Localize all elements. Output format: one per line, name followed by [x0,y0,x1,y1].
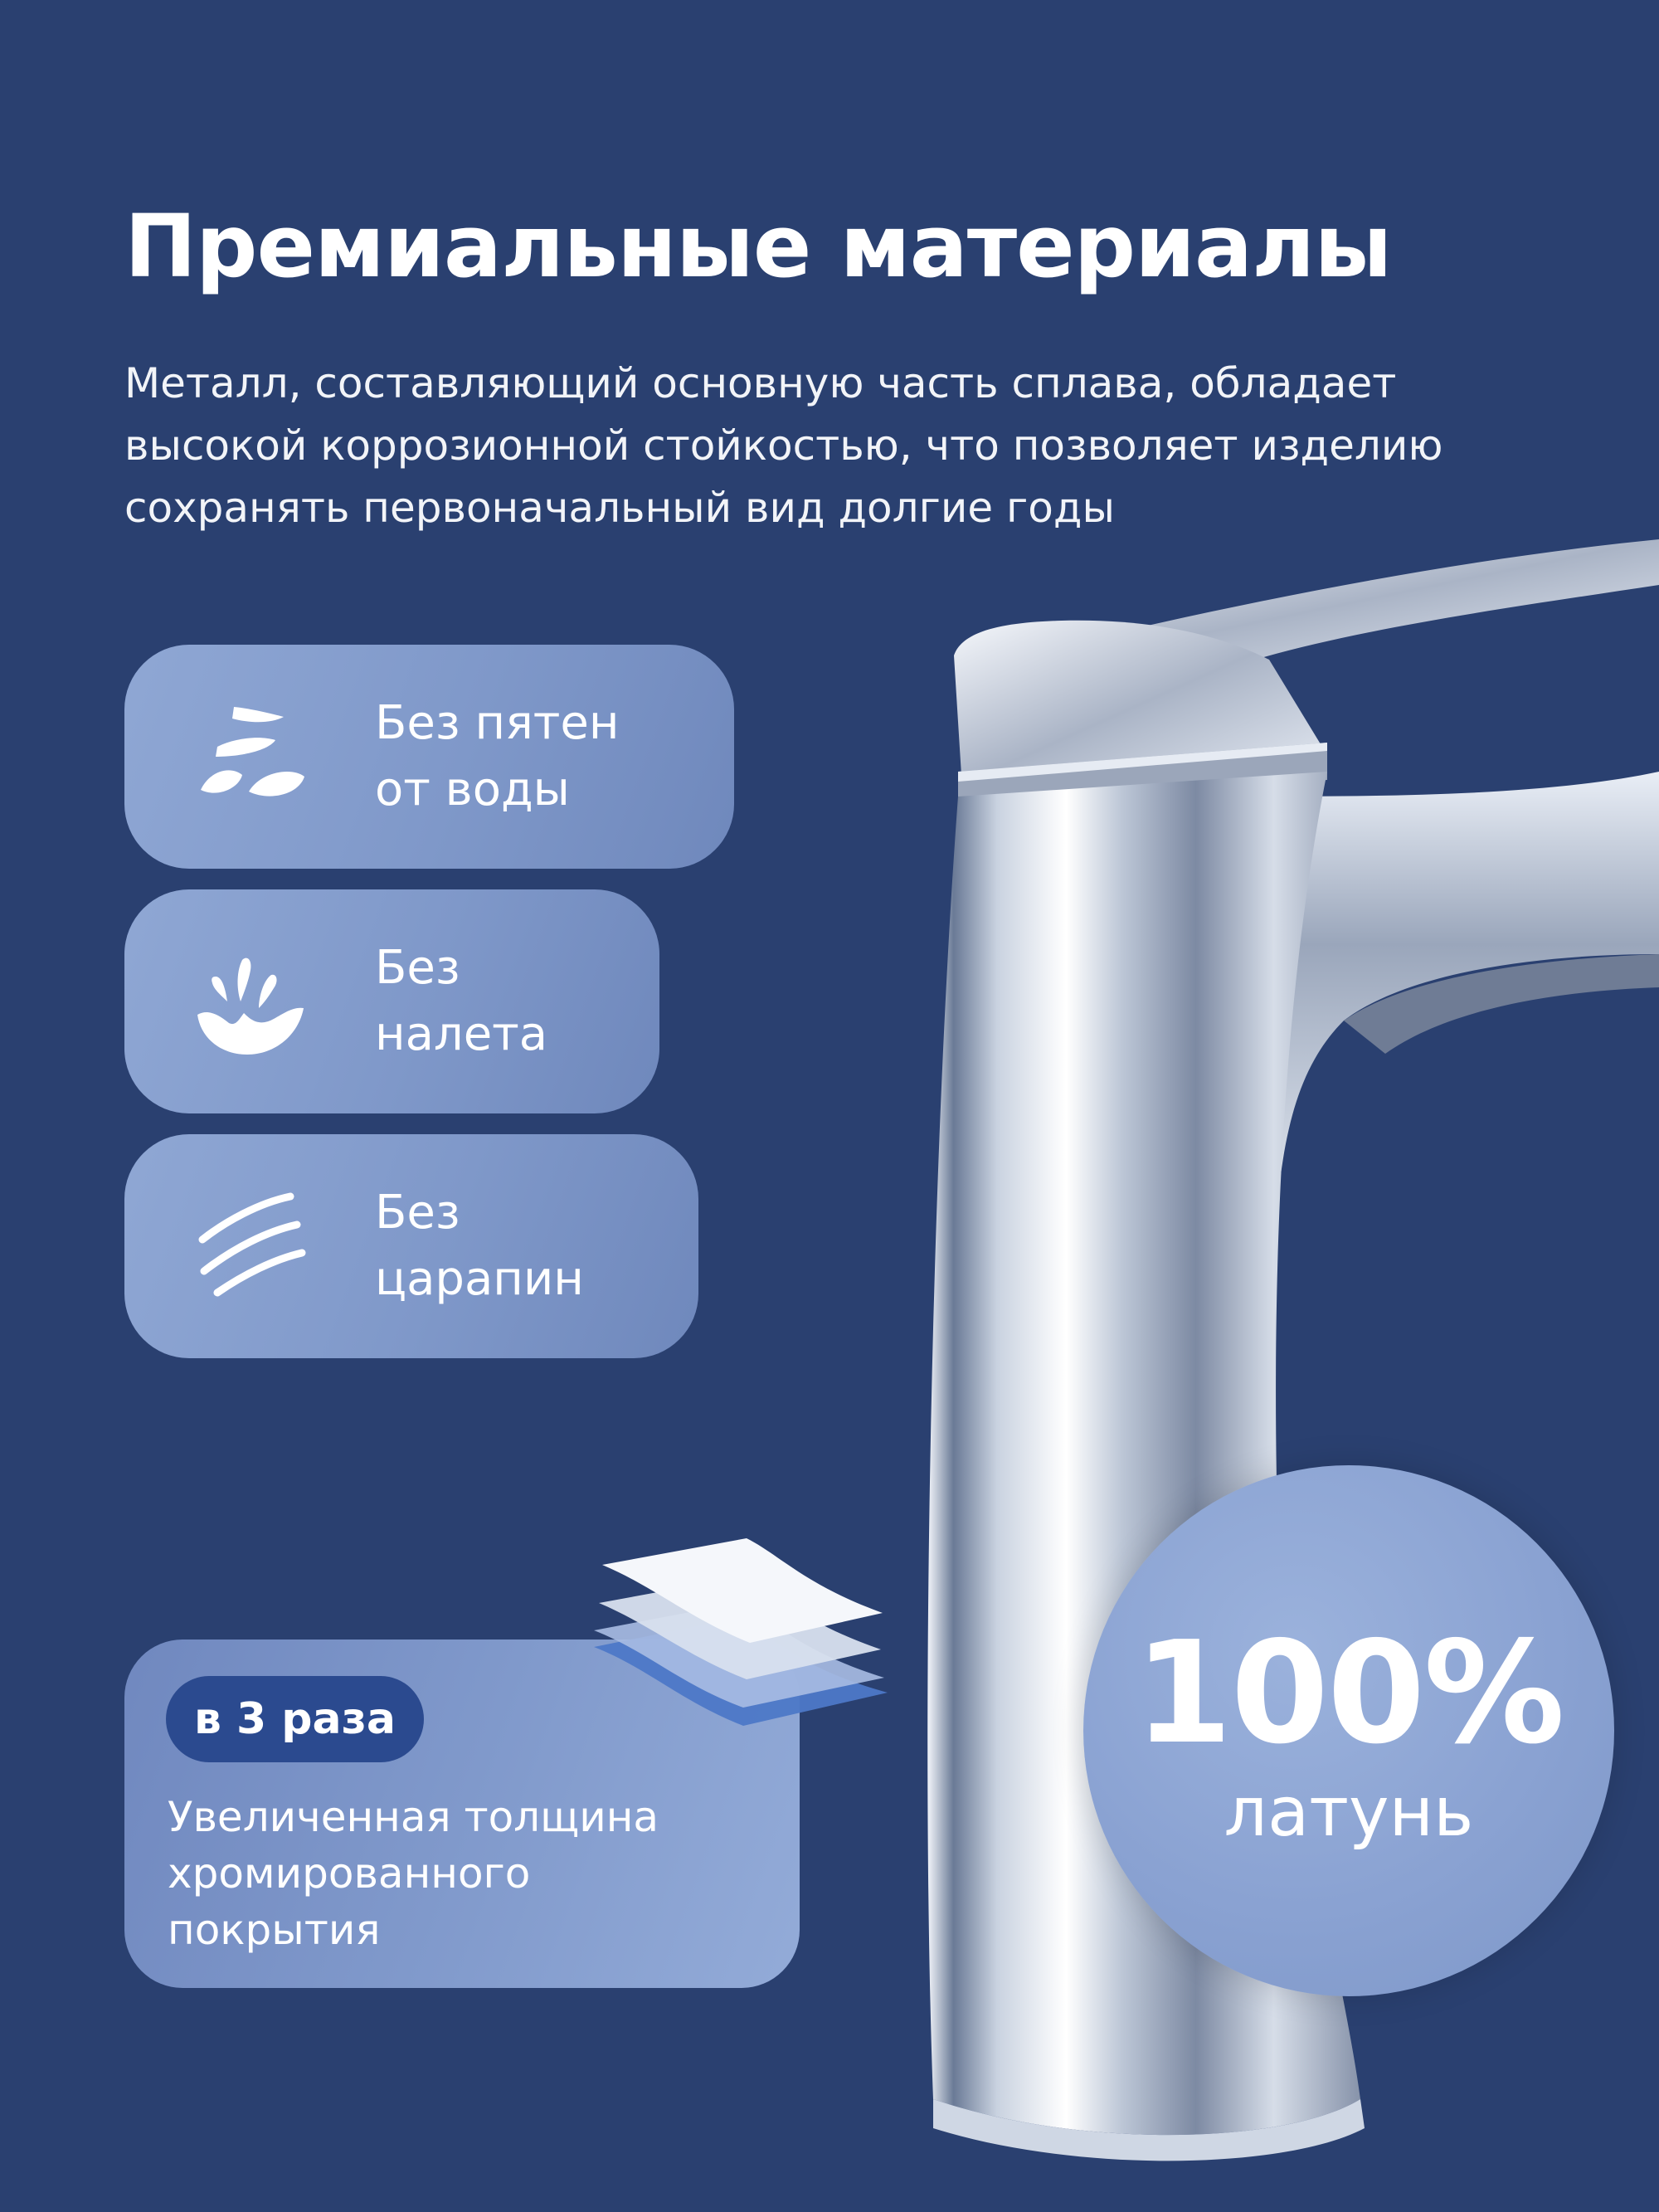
feature-label: Без налета [375,941,548,1061]
brass-percentage-badge [1083,1465,1614,1996]
feature-card-no-limescale [124,889,659,1113]
subtitle-line: высокой коррозионной стойкостью, что позволяет изделию [124,421,1443,470]
feature-card-no-water-spots [124,645,734,869]
badge-3x: в 3 раза [166,1676,424,1762]
subtitle-line: Металл, составляющий основную часть сплава, обладает [124,359,1397,407]
scratches-icon [192,1188,309,1304]
page-subtitle [124,353,1535,539]
material-label: латунь [1224,1773,1474,1852]
feature-card-no-scratches [124,1134,698,1358]
feature-label: Без царапин [375,1186,584,1306]
percentage-value: 100% [1134,1611,1564,1776]
water-drops-icon [192,699,309,815]
chrome-description: Увеличенная толщина хромированного покрытия [168,1793,659,1954]
splash-icon [192,943,309,1060]
coating-layers-icon [581,1527,896,1776]
page-title: Премиальные материалы [124,196,1392,297]
subtitle-line: сохранять первоначальный вид долгие годы [124,484,1115,532]
feature-label: Без пятен от воды [375,696,620,816]
